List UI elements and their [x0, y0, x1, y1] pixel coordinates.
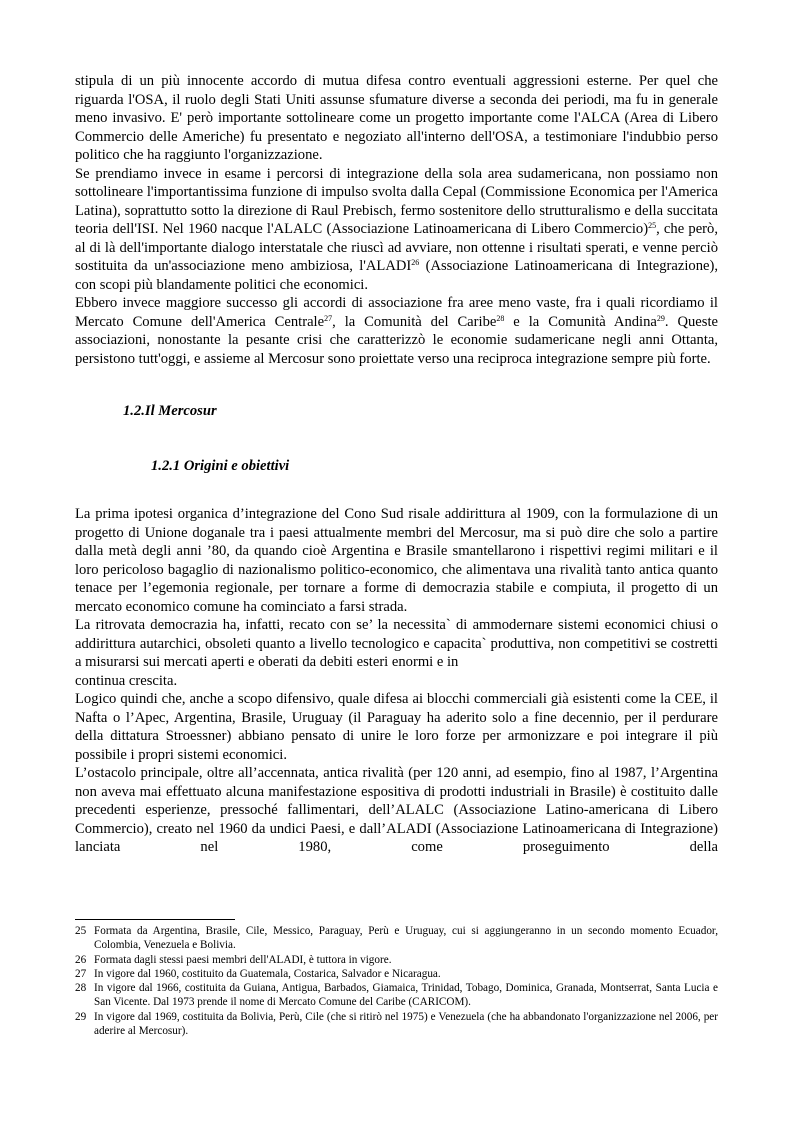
paragraph-democracy: La ritrovata democrazia ha, infatti, recato con se’ la necessita` di ammodernare sistemi economici chiusi o addirittura autarchici, obsoleti quanto a livello tecnologico e capacita` produttiva, non competitivi se costretti a misurarsi sui mercati aperti e oberati da debiti esteri enormi e in	[75, 617, 718, 670]
footnote-item	[75, 981, 718, 1010]
text: e la Comunità Andina	[504, 313, 657, 330]
footnote-number: 27	[75, 967, 87, 980]
footnote-ref[interactable]: 28	[496, 313, 505, 323]
text: Ebbero invece maggiore successo gli accordi di associazione fra aree meno vaste, fra i quali ricordiamo il Mercato Comune dell'America Centrale	[75, 295, 718, 330]
footnote-ref[interactable]: 29	[656, 313, 665, 323]
footnote-number: 25	[75, 925, 87, 937]
footnote-text: In vigore dal 1966, costituita da Guiana, Antigua, Barbados, Giamaica, Trinidad, Tobago, Dominica, Granada, Montserrat, Santa Lucia e San Vicente. Dal 1973 prende il nome di Mercato Comune del Caribe (CARICOM).	[94, 982, 718, 1009]
footnote-item	[75, 1010, 718, 1039]
footnote-item	[75, 967, 718, 981]
paragraph-intro: stipula di un più innocente accordo di mutua difesa contro eventuali aggressioni esterne. Per quel che riguarda l'OSA, il ruolo degli Stati Uniti assunse sfumature diverse a seconda dei periodi, ma fu in generale meno invasivo. E' però importante sottolineare come un progetto importante come l'ALCA (Area di Libero Commercio delle Americhe) fu presentato e negoziato all'interno dell'OSA, a testimoniare l'indubbio perso politico che ha raggiunto l'organizzazione.	[75, 73, 718, 163]
section-heading: 1.2.Il Mercosur	[123, 403, 217, 419]
footnote-number: 28	[75, 982, 87, 995]
page-body	[75, 72, 718, 857]
paragraph-associations	[75, 294, 718, 368]
footnote-item	[75, 953, 718, 967]
footnotes	[75, 924, 718, 1038]
footnote-ref[interactable]: 26	[411, 258, 420, 267]
paragraph-origins: La prima ipotesi organica d’integrazione del Cono Sud risale addirittura al 1909, con la formulazione di un progetto di Unione doganale tra i paesi attualmente membri del Mercosur, ma si può dire che solo a partire dalla metà degli anni ’80, da quando cioè Argentina e Brasile smantellarono i rispettivi regimi militari e il loro pericoloso bagaglio di nazionalismo politico-economico, che alimentava una rivalità tanto antica quanto tenace per l’egemonia regionale, per tornare a forme di democrazia stabile e compiuta, il progetto di un mercato economico comune ha cominciato a farsi strada.	[75, 506, 718, 615]
footnote-number: 29	[75, 1010, 87, 1023]
paragraph-continuation: continua crescita.	[75, 672, 178, 689]
footnote-item	[75, 924, 718, 953]
paragraph-defensive: Logico quindi che, anche a scopo difensivo, quale difesa ai blocchi commerciali già esistenti come la CEE, il Nafta o l’Apec, Argentina, Brasile, Uruguay (il Paraguay ha aderito solo a fine decennio, per il perdurare della dittatura Stroessner) abbiano pensato di unire le loro forze per armonizzare e poi integrare il più possibile i propri sistemi economici.	[75, 691, 718, 763]
text: . Queste associazioni, nonostante la pesante crisi che caratterizzò le economie sudamericane negli anni Ottanta, persistono tutt'oggi, e assieme al Mercosur sono proiettate verso una reciproca integrazione sempre più forte.	[75, 313, 718, 367]
footnote-ref[interactable]: 25	[648, 221, 657, 230]
text: , la Comunità del Caribe	[332, 313, 497, 330]
footnote-number: 26	[75, 953, 87, 966]
footnote-separator	[75, 919, 235, 920]
footnote-ref[interactable]: 27	[324, 313, 333, 323]
footnote-text: Formata dagli stessi paesi membri dell'ALADI, è tuttora in vigore.	[94, 953, 392, 966]
text: (Associazione Latinoamericana di Integrazione), con scopi più blandamente politici che economici.	[75, 258, 718, 293]
paragraph-integration-paths	[75, 165, 718, 295]
subsection-heading: 1.2.1 Origini e obiettivi	[151, 457, 290, 474]
text: , che però, al di là dell'importante dialogo interstatale che riuscì ad avviare, non ottenne i risultati sperati, e venne perciò sostituita da un'associazione meno ambiziosa, l'ALADI	[75, 221, 718, 274]
footnote-text: Formata da Argentina, Brasile, Cile, Messico, Paraguay, Perù e Uruguay, cui si aggiungeranno in un secondo momento Ecuador, Colombia, Venezuela e Bolivia.	[94, 925, 718, 952]
footnote-text: In vigore dal 1960, costituito da Guatemala, Costarica, Salvador e Nicaragua.	[94, 967, 441, 980]
footnote-text: In vigore dal 1969, costituita da Bolivia, Perù, Cile (che si ritirò nel 1975) e Venezuela (che ha abbandonato l'organizzazione nel 2006, per aderire al Mercosur).	[94, 1010, 718, 1038]
text: Se prendiamo invece in esame i percorsi di integrazione della sola area sudamericana, non possiamo non sottolineare l'importantissima funzione di impulso svolta dalla Cepal (Commissione Economica per l'America Latina), soprattutto sotto la direzione di Raul Prebisch, fermo sostenitore dello strutturalismo e della succitata teoria dell'ISI. Nel 1960 nacque l'ALALC (Associazione Latinoamericana di Libero Commercio)	[75, 165, 718, 237]
paragraph-obstacle: L’ostacolo principale, oltre all’accennata, antica rivalità (per 120 anni, ad esempio, fino al 1987, l’Argentina non aveva mai effettuato alcuna manifestazione espositiva di prodotti industriali in Brasile) è costituito dalle precedenti esperienze, pressoché fallimentari, dell’ALALC (Associazione Latino-americana di Libero Commercio), creato nel 1960 da undici Paesi, e dall’ALADI (Associazione Latinoamericana di Integrazione) lanciata nel 1980, come proseguimento della	[75, 765, 718, 855]
